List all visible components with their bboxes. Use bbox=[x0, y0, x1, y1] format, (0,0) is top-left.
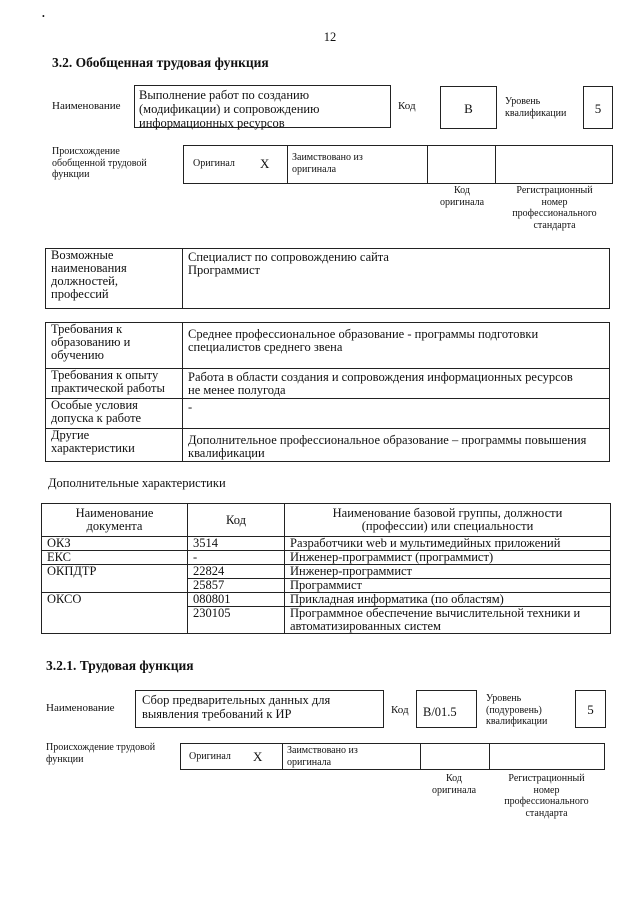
tf-name-value: Сбор предварительных данных для выявления требований к ИР bbox=[135, 690, 384, 728]
gtf-origin-table bbox=[183, 145, 613, 184]
tf-level-label: Уровень (подуровень) квалификации bbox=[486, 693, 548, 727]
requirements-table bbox=[45, 322, 610, 462]
header-code: Код bbox=[188, 504, 285, 537]
row-name: Прикладная информатика (по областям) bbox=[285, 593, 611, 607]
tf-reg-number-label: Регистрационный номер профессионального стандарта bbox=[504, 773, 589, 819]
gtf-orig-code-label: Код оригинала bbox=[439, 185, 485, 208]
section-title: 3.2. Обобщенная трудовая функция bbox=[52, 55, 269, 70]
stray-mark: • bbox=[42, 12, 45, 21]
tf-orig-code-label: Код оригинала bbox=[431, 773, 477, 796]
row-code: 25857 bbox=[188, 579, 285, 593]
gtf-borrowed-label: Заимствовано из оригинала bbox=[292, 152, 363, 175]
row-code: 3514 bbox=[188, 537, 285, 551]
positions-table bbox=[45, 248, 610, 309]
row-name: Инженер-программист (программист) bbox=[285, 551, 611, 565]
row-name: Инженер-программист bbox=[285, 565, 611, 579]
additional-table bbox=[41, 503, 611, 634]
gtf-reg-number-label: Регистрационный номер профессионального стандарта bbox=[512, 185, 597, 231]
additional-title: Дополнительные характеристики bbox=[48, 476, 226, 490]
positions-value: Специалист по сопровождению сайта Программист bbox=[183, 249, 610, 309]
req-education-value: Среднее профессиональное образование - программы подготовки специалистов среднего звена bbox=[183, 323, 610, 369]
req-special-value: - bbox=[183, 399, 610, 429]
tf-original-label: Оригинал bbox=[189, 751, 231, 762]
gtf-origin-label: Происхождение обобщенной трудовой функции bbox=[52, 146, 147, 180]
row-code: 22824 bbox=[188, 565, 285, 579]
gtf-level-label: Уровень квалификации bbox=[505, 96, 567, 119]
tf-code-label: Код bbox=[391, 704, 409, 716]
req-experience-value: Работа в области создания и сопровождения информационных ресурсов не менее полугода bbox=[183, 369, 610, 399]
req-education-label: Требования к образованию и обучению bbox=[46, 323, 183, 369]
gtf-code-label: Код bbox=[398, 100, 416, 112]
tf-origin-label: Происхождение трудовой функции bbox=[46, 742, 156, 765]
gtf-level-value: 5 bbox=[583, 86, 613, 129]
tf-origin-table bbox=[180, 743, 605, 770]
row-doc: ЕКС bbox=[42, 551, 188, 565]
row-name: Программное обеспечение вычислительной техники и автоматизированных систем bbox=[285, 607, 611, 634]
tf-level-value: 5 bbox=[575, 690, 606, 728]
row-name: Разработчики web и мультимедийных приложений bbox=[285, 537, 611, 551]
tf-code-value: B/01.5 bbox=[416, 690, 477, 728]
gtf-original-mark: X bbox=[260, 156, 270, 171]
gtf-name-label: Наименование bbox=[52, 100, 121, 112]
page-number: 12 bbox=[323, 30, 337, 44]
gtf-code-value: В bbox=[440, 86, 497, 129]
row-code: 080801 bbox=[188, 593, 285, 607]
gtf-original-label: Оригинал bbox=[193, 158, 235, 169]
row-code: 230105 bbox=[188, 607, 285, 634]
row-code: - bbox=[188, 551, 285, 565]
row-doc: ОКЗ bbox=[42, 537, 188, 551]
tf-borrowed-label: Заимствовано из оригинала bbox=[287, 745, 358, 768]
header-group-name: Наименование базовой группы, должности (профессии) или специальности bbox=[285, 504, 611, 537]
row-doc: ОКПДТР bbox=[42, 565, 188, 593]
tf-name-label: Наименование bbox=[46, 702, 115, 714]
row-name: Программист bbox=[285, 579, 611, 593]
req-special-label: Особые условия допуска к работе bbox=[46, 399, 183, 429]
req-other-label: Другие характеристики bbox=[46, 429, 183, 462]
tf-title: 3.2.1. Трудовая функция bbox=[46, 658, 194, 673]
req-other-value: Дополнительное профессиональное образование – программы повышения квалификации bbox=[183, 429, 610, 462]
req-experience-label: Требования к опыту практической работы bbox=[46, 369, 183, 399]
tf-original-mark: X bbox=[253, 749, 263, 764]
row-doc: ОКСО bbox=[42, 593, 188, 634]
header-document: Наименование документа bbox=[42, 504, 188, 537]
gtf-name-value: Выполнение работ по созданию (модификации) и сопровождению информационных ресурсов bbox=[134, 85, 391, 128]
positions-label: Возможные наименования должностей, профессий bbox=[46, 249, 183, 309]
